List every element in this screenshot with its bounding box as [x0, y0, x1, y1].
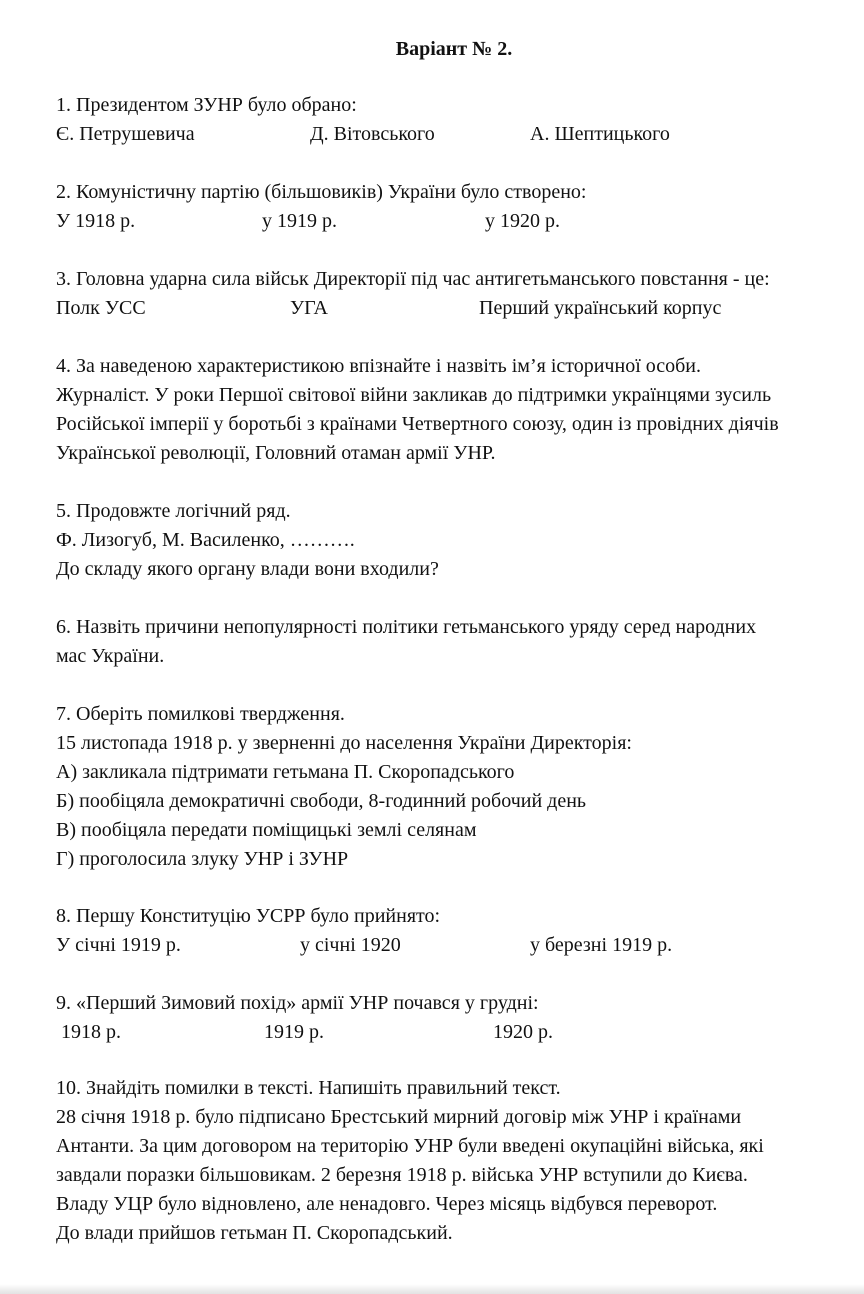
question-text: 15 листопада 1918 р. у зверненні до населення України Директорія: — [56, 732, 632, 754]
question-text: 3. Головна ударна сила військ Директорії під час антигетьманського повстання - це: — [56, 268, 770, 290]
question-7 — [56, 700, 856, 874]
question-10 — [56, 1074, 856, 1248]
answer-option: у 1919 р. — [262, 210, 337, 232]
answer-option: у 1920 р. — [485, 210, 560, 232]
question-6 — [56, 613, 856, 671]
answer-options — [56, 120, 856, 149]
answer-option: 1918 р. — [61, 1021, 121, 1043]
question-text: 8. Першу Конституцію УСРР було прийнято: — [56, 905, 441, 927]
answer-option: 1919 р. — [264, 1021, 324, 1043]
question-text: Ф. Лизогуб, М. Василенко, ………. — [56, 529, 355, 551]
question-text: 7. Оберіть помилкові твердження. — [56, 703, 345, 725]
question-text: 5. Продовжте логічний ряд. — [56, 500, 291, 522]
answer-option: Перший український корпус — [479, 297, 722, 319]
answer-option: Полк УСС — [56, 297, 146, 319]
question-text: Російської імперії у боротьбі з країнами Четвертного союзу, один із провідних діячів — [56, 413, 779, 435]
answer-option: у березні 1919 р. — [530, 934, 673, 956]
answer-option: Є. Петрушевича — [56, 123, 195, 145]
question-text: 1. Президентом ЗУНР було обрано: — [56, 94, 357, 116]
answer-option: А. Шептицького — [530, 123, 670, 145]
question-text: мас України. — [56, 645, 165, 667]
answer-options — [56, 931, 856, 960]
answer-option: А) закликала підтримати гетьмана П. Скоропадського — [56, 761, 515, 783]
question-8 — [56, 902, 856, 960]
answer-option: УГА — [290, 297, 328, 319]
question-text: Журналіст. У роки Першої світової війни закликав до підтримки українцями зусиль — [56, 384, 772, 406]
question-text: До влади прийшов гетьман П. Скоропадський. — [56, 1222, 453, 1244]
question-text: 4. За наведеною характеристикою впізнайте і назвіть ім’я історичної особи. — [56, 355, 701, 377]
question-text: 2. Комуністичну партію (більшовиків) України було створено: — [56, 181, 587, 203]
page-bottom-edge — [0, 1284, 864, 1294]
question-text: 6. Назвіть причини непопулярності політики гетьманського уряду серед народних — [56, 616, 757, 638]
question-4 — [56, 352, 856, 468]
answer-option: Г) проголосила злуку УНР і ЗУНР — [56, 848, 349, 870]
question-1 — [56, 91, 856, 149]
answer-option: Б) пообіцяла демократичні свободи, 8-годинний робочий день — [56, 790, 587, 812]
page-title: Варіант № 2. — [395, 38, 513, 60]
question-text: Української революції, Головний отаман армії УНР. — [56, 442, 496, 464]
question-text: 28 січня 1918 р. було підписано Брестський мирний договір між УНР і країнами — [56, 1106, 742, 1128]
question-3 — [56, 265, 856, 323]
answer-option: у січні 1920 — [300, 934, 401, 956]
answer-option: Д. Вітовського — [310, 123, 435, 145]
question-text: Владу УЦР було відновлено, але ненадовго. Через місяць відбувся переворот. — [56, 1193, 718, 1215]
question-text: До складу якого органу влади вони входили? — [56, 558, 439, 580]
answer-option: В) пообіцяла передати поміщицькі землі селянам — [56, 819, 477, 841]
answer-options — [56, 1018, 856, 1047]
question-text: завдали поразки більшовикам. 2 березня 1918 р. війська УНР вступили до Києва. — [56, 1164, 748, 1186]
answer-options — [56, 294, 856, 323]
question-text: 10. Знайдіть помилки в тексті. Напишіть правильний текст. — [56, 1077, 561, 1099]
answer-option: У січні 1919 р. — [56, 934, 181, 956]
question-2 — [56, 178, 856, 236]
question-text: Антанти. За цим договором на територію УНР були введені окупаційні війська, які — [56, 1135, 764, 1157]
answer-option: У 1918 р. — [56, 210, 136, 232]
question-text: 9. «Перший Зимовий похід» армії УНР почався у грудні: — [56, 992, 539, 1014]
question-9 — [56, 989, 856, 1047]
answer-option: 1920 р. — [493, 1021, 553, 1043]
answer-options — [56, 207, 856, 236]
question-5 — [56, 497, 856, 584]
